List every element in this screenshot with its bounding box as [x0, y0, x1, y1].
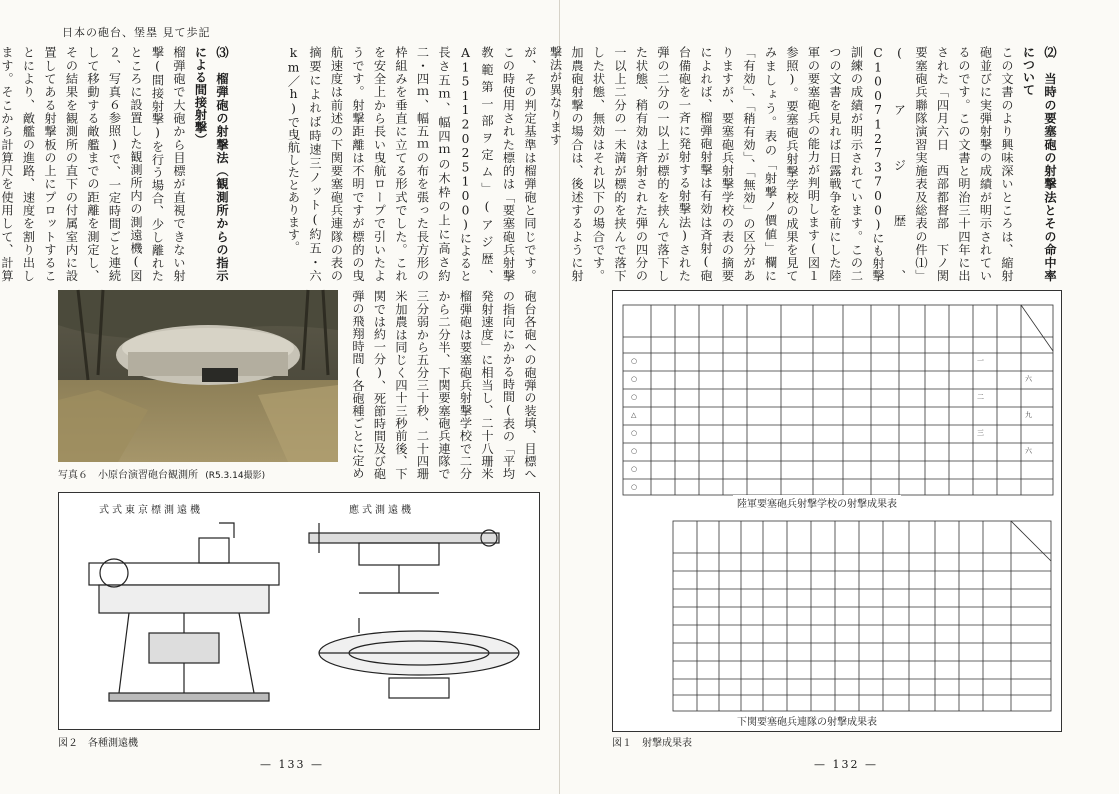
left-body-middle: [346, 290, 540, 480]
svg-text:九: 九: [1025, 411, 1032, 419]
left-body-top: [232, 46, 540, 282]
photo6-date: (R5.3.14撮影): [205, 471, 266, 481]
figure-rangefinders: [58, 492, 540, 730]
svg-text:一: 一: [977, 357, 984, 365]
svg-text:○: ○: [631, 357, 638, 365]
svg-text:二: 二: [977, 393, 984, 401]
fig2-title-a: 式式東京標測遠機: [99, 505, 203, 516]
right-body: [548, 46, 1060, 282]
svg-text:○: ○: [631, 393, 638, 401]
photo6-caption-text: 写真６ 小原台演習砲台観測所: [58, 470, 198, 481]
svg-text:○: ○: [631, 429, 638, 437]
table1-title: 陸軍要塞砲兵射撃学校の射撃成果表: [733, 495, 901, 510]
section2-text: この文書のより興味深いところは、縮射砲並びに実弾射撃の成績が明示されているのです。この文書と明治三十四年に出された「四月六日 西部都督部 下ノ関要塞砲兵聯隊演習実施表及総表の件⑴」(アジ歴、C10071273700)にも射撃訓練の成績が明示されています。この二つの文書を見れば日露戦争を前にした陸軍の要塞砲兵の能力が判明します(図１参照)。要塞砲兵射撃学校の成果を見てみましょう。表の「射撃ノ價値」欄に「有効」、「稍有効」、「無効」の区分がありますが、要塞砲兵射撃学校の表の摘要によれば、榴弾砲射撃は有効は斉射(砲台備砲を一斉に発射する射撃法)された弾の二分の一以上が標的を挟んで落下した状態、稍有効は斉射された弾の四分の一以上二分の一未満が標的を挟んで落下した状態、無効はそれ以下の場合です。加農砲射撃の場合は、後述するように射撃法が異なります: [548, 46, 1014, 282]
right-page-number: — 132 —: [814, 758, 878, 771]
table2-title: 下関要塞砲兵連隊の射撃成果表: [733, 713, 881, 728]
fig2-caption: 図２ 各種測遠機: [58, 738, 138, 749]
svg-text:○: ○: [631, 483, 638, 491]
fig2-title-b: 應式測遠機: [349, 505, 414, 516]
section3-text: 榴弾砲で大砲から目標が直視できない射撃(間接射撃)を行う場合、少し離れたところに設置した観測所内の測遠機(図２、写真６参照)で、一定時間ごと連続して移動する敵艦までの距離を測定し、その結果を観測所の直下の付属室内に設置してある射撃板の上にプロットすることにより、敵艦の進路、速度を割り出します。そこから計算尺を使用して、計算: [0, 46, 186, 282]
running-header: 日本の砲台、堡塁 見て歩記: [62, 26, 211, 39]
right-page: [548, 0, 1119, 794]
left-body-top-text: が、その判定基準は榴弾砲と同じです。この時使用された標的は「要塞砲兵射撃教範第一部ヲ定ム」(アジ歴、A15112025100)によると長さ五ｍ、幅四ｍの木枠の上に高さ約二・四ｍ、幅五ｍの布を張った長方形の枠組みを垂直に立てる形式でした。これを安全上から長い曳航ロープで引いたようです。射撃距離は不明ですが標的の曳航速度は前述の下関要塞砲兵連隊の表の摘要によれば時速三ノット(約五・六km／h)で曳航したとあります。: [286, 46, 537, 282]
svg-text:○: ○: [631, 465, 638, 473]
left-page-number: — 133 —: [260, 758, 324, 771]
rangefinder-drawings: [59, 493, 539, 729]
figure-firing-results: [612, 290, 1062, 732]
photo-observation-post: [58, 290, 338, 462]
firing-results-tables: [613, 291, 1061, 731]
left-body-middle-text: 砲台各砲への砲弾の装填、目標への指向にかかる時間(表の「平均発射速度」に相当し、二十八珊米榴弾砲は要塞砲兵射撃学校で二分から二分半、下関要塞砲兵連隊で三分弱から五分三十秒、二十四珊米加農は同じく四十三秒前後、下関では約一分)、死節時間及び砲弾の飛翔時間(各砲種ごとに定め: [351, 290, 537, 480]
section3-heading: ⑶ 榴弾砲の射撃法（観測所からの指示による間接射撃）: [193, 46, 229, 282]
photo-observation-post-image: [58, 290, 338, 462]
svg-text:三: 三: [977, 429, 984, 437]
svg-text:六: 六: [1025, 375, 1032, 383]
section2-heading: ⑵ 当時の要塞砲の射撃法とその命中率について: [1021, 46, 1057, 282]
svg-text:○: ○: [631, 375, 638, 383]
svg-text:○: ○: [631, 447, 638, 455]
left-section3: [0, 46, 232, 282]
svg-text:△: △: [631, 411, 637, 419]
photo6-caption: [58, 466, 265, 481]
fig1-caption: 図１ 射撃成果表: [612, 738, 692, 749]
svg-text:六: 六: [1025, 447, 1032, 455]
